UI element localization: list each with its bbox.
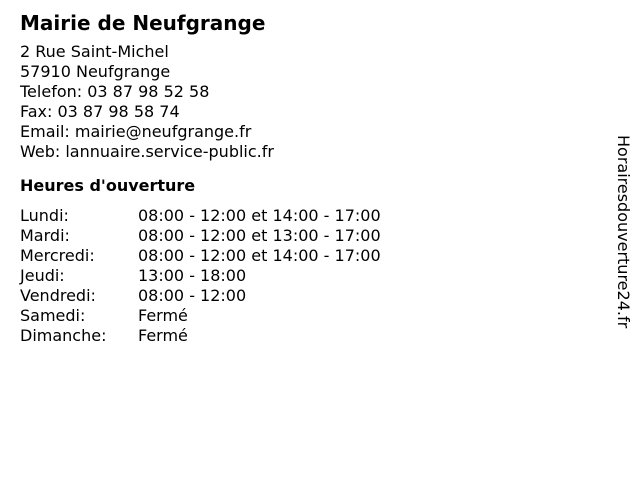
hours-row-thursday (20, 266, 580, 286)
contact-block (20, 42, 580, 162)
city-address: 57910 Neufgrange (20, 62, 171, 81)
phone-number: Telefon: 03 87 98 52 58 (20, 82, 210, 101)
day-label: Dimanche: (20, 326, 107, 345)
day-label: Mardi: (20, 226, 70, 245)
day-hours: 08:00 - 12:00 et 14:00 - 17:00 (138, 206, 381, 225)
place-title: Mairie de Neufgrange (20, 11, 266, 35)
hours-row-saturday (20, 306, 580, 326)
day-hours: Fermé (138, 326, 188, 345)
hours-row-sunday (20, 326, 580, 346)
day-label: Lundi: (20, 206, 69, 225)
opening-hours-table (20, 206, 580, 346)
day-hours: 08:00 - 12:00 et 13:00 - 17:00 (138, 226, 381, 245)
day-label: Samedi: (20, 306, 86, 325)
street-address: 2 Rue Saint-Michel (20, 42, 169, 61)
fax-number: Fax: 03 87 98 58 74 (20, 102, 180, 121)
day-hours: 08:00 - 12:00 (138, 286, 247, 305)
email-address: Email: mairie@neufgrange.fr (20, 122, 252, 141)
day-label: Mercredi: (20, 246, 95, 265)
opening-hours-heading: Heures d'ouverture (20, 176, 196, 195)
hours-row-monday (20, 206, 580, 226)
hours-row-wednesday (20, 246, 580, 266)
hours-row-friday (20, 286, 580, 306)
day-hours: Fermé (138, 306, 188, 325)
day-hours: 13:00 - 18:00 (138, 266, 247, 285)
hours-row-tuesday (20, 226, 580, 246)
side-brand-text: Horairesdouverture24.fr (614, 135, 633, 329)
web-address: Web: lannuaire.service-public.fr (20, 142, 274, 161)
day-label: Jeudi: (20, 266, 65, 285)
place-card (20, 10, 580, 346)
day-label: Vendredi: (20, 286, 96, 305)
day-hours: 08:00 - 12:00 et 14:00 - 17:00 (138, 246, 381, 265)
